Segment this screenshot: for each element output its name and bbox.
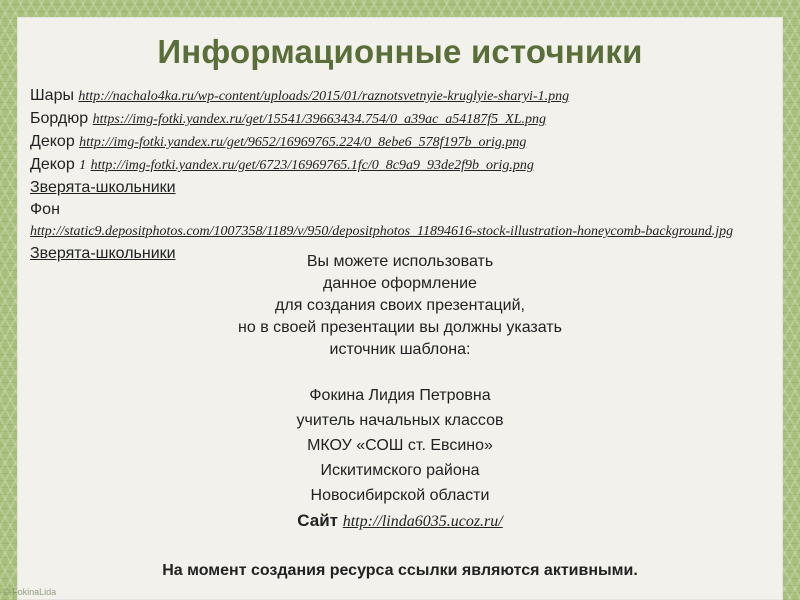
author-line: Новосибирской области [310,487,490,504]
notice-line: для создания своих презентаций, [275,297,525,314]
source-background-label: Фон [30,201,60,218]
notice-line: но в своей презентации вы должны указать [238,319,562,336]
zveryata-link[interactable]: Зверята-школьники [30,179,176,196]
source-label: Декор [30,156,80,173]
source-link[interactable]: http://img-fotki.yandex.ru/get/9652/16969765.224/0_8ebe6_578f197b_orig.png [79,135,527,150]
author-line: МКОУ «СОШ ст. Евсино» [307,437,493,454]
source-border [30,108,780,131]
source-link[interactable]: https://img-fotki.yandex.ru/get/15541/39663434.754/0_a39ac_a54187f5_XL.png [92,112,547,127]
author-line: Фокина Лидия Петровна [309,387,491,404]
notice-line: Вы можете использовать [306,253,494,270]
sources-list [30,85,780,265]
source-decor [30,131,780,154]
notice-line: источник шаблона: [329,341,471,358]
site-line [0,511,800,531]
source-decor-1 [30,154,780,177]
author-line: Искитимского района [320,462,480,479]
zveryata-link[interactable]: Зверята-школьники [30,245,176,262]
source-balls [30,85,780,108]
source-zveryata-1 [30,177,780,199]
source-label: Шары [30,87,79,104]
source-number: 1 [79,158,87,173]
template-notice [0,251,800,361]
background-link[interactable]: http://static9.depositphotos.com/1007358/1189/v/950/depositphotos_11894616-stock-illustration-honeycomb-background.jpg [30,224,734,239]
source-link[interactable]: http://img-fotki.yandex.ru/get/6723/16969765.1fc/0_8c9a9_93de2f9b_orig.png [90,158,534,173]
notice-line: данное оформление [323,275,477,292]
source-link[interactable]: http://nachalo4ka.ru/wp-content/uploads/2015/01/raznotsvetnyie-kruglyie-sharyi-1.png [78,89,570,104]
site-link[interactable]: http://linda6035.ucoz.ru/ [342,513,503,530]
site-label: Сайт [297,511,338,530]
source-label: Декор [30,133,80,150]
footer-note: На момент создания ресурса ссылки являются активными. [162,562,638,579]
page-title: Информационные источники [157,33,643,70]
watermark: © FokinaLida [3,587,57,597]
author-line: учитель начальных классов [296,412,504,429]
source-label: Бордюр [30,110,93,127]
author-block [0,383,800,508]
